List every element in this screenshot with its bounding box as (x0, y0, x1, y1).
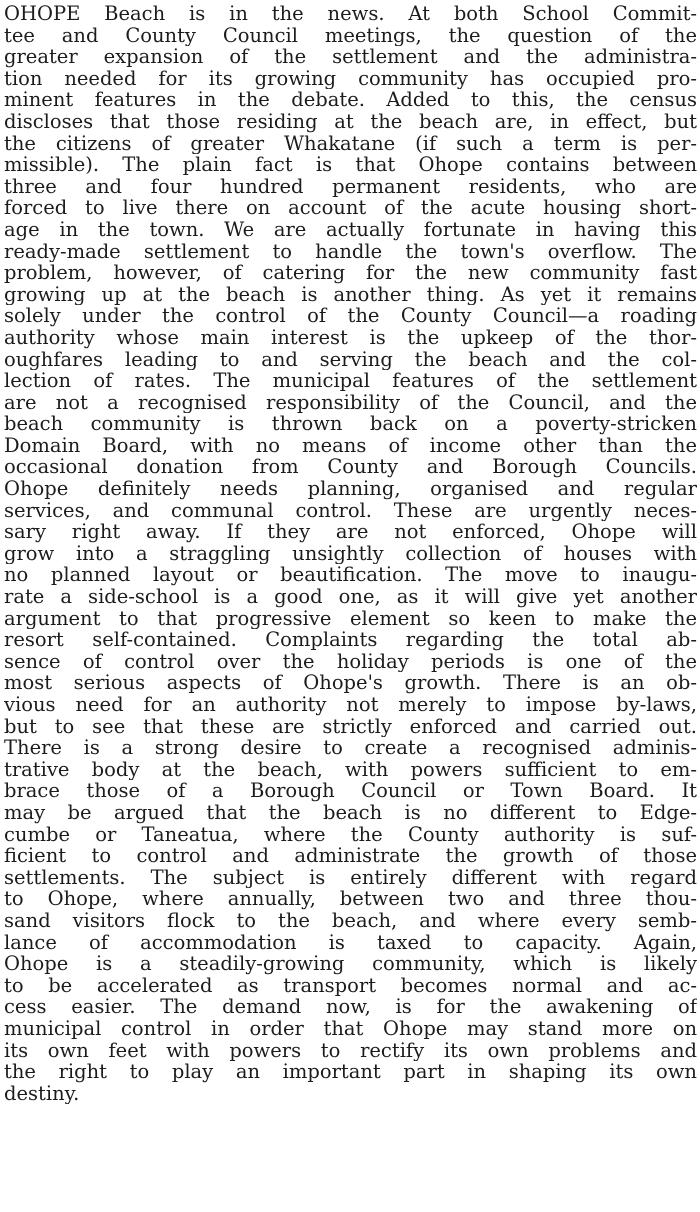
article-line: greater expansion of the settlement and the administra- (4, 46, 697, 68)
article-line: Ohope definitely needs planning, organised and regular (4, 478, 697, 500)
article-line: occasional donation from County and Borough Councils. (4, 456, 697, 479)
article-line: no planned layout or beautification. The move to inaugu- (4, 564, 697, 587)
article-line: forced to live there on account of the acute housing short- (4, 197, 697, 219)
article-line: ficient to control and administrate the growth of those (4, 845, 697, 867)
article-line: Ohope is a steadily-growing community, which is likely (4, 953, 697, 975)
article-line: cumbe or Taneatua, where the County authority is suf- (4, 823, 697, 846)
article-line: resort self-contained. Complaints regarding the total ab- (4, 629, 697, 651)
article-line: but to see that these are strictly enforced and carried out. (4, 715, 697, 738)
article-line: the right to play an important part in shaping its own (4, 1061, 697, 1083)
article-line: solely under the control of the County Council—a roading (4, 305, 697, 327)
article-line: lance of accommodation is taxed to capacity. Again, (4, 931, 697, 954)
article-line: destiny. (4, 1082, 80, 1105)
article-line: OHOPE Beach is in the news. At both School Commit- (4, 3, 697, 25)
article-line: minent features in the debate. Added to this, the census (4, 89, 697, 111)
article-line: services, and communal control. These are urgently neces- (4, 499, 697, 522)
article-line: authority whose main interest is the upkeep of the thor- (4, 326, 697, 349)
article-line: tee and County Council meetings, the question of the (4, 24, 697, 47)
article-line: grow into a straggling unsightly collection of houses with (4, 542, 697, 565)
article-line: sence of control over the holiday periods is one of the (4, 650, 697, 673)
article-line: lection of rates. The municipal features of the settlement (4, 370, 697, 392)
article-line: growing up at the beach is another thing. As yet it remains (4, 283, 697, 306)
article-line: rate a side-school is a good one, as it will give yet another (4, 586, 697, 608)
article-line: to be accelerated as transport becomes normal and ac- (4, 974, 697, 997)
article-line: municipal control in order that Ohope may stand more on (4, 1017, 697, 1040)
article-line: missible). The plain fact is that Ohope contains between (4, 154, 697, 176)
article-line: the citizens of greater Whakatane (if such a term is per- (4, 132, 697, 155)
article-line: to Ohope, where annually, between two and three thou- (4, 888, 697, 910)
article-line: cess easier. The demand now, is for the awakening of (4, 996, 697, 1018)
article-line: argument to that progressive element so keen to make the (4, 607, 697, 630)
article-line: oughfares leading to and serving the beach and the col- (4, 348, 697, 371)
article-line: trative body at the beach, with powers sufficient to em- (4, 758, 697, 781)
article-line: discloses that those residing at the beach are, in effect, but (4, 110, 697, 133)
article-line: its own feet with powers to rectify its own problems and (4, 1039, 697, 1062)
article-line: are not a recognised responsibility of the Council, and the (4, 391, 697, 414)
article-line: sary right away. If they are not enforced, Ohope will (4, 521, 697, 543)
article-line: sand visitors flock to the beach, and where every semb- (4, 909, 697, 932)
article-line: most serious aspects of Ohope's growth. There is an ob- (4, 672, 697, 694)
article-line: brace those of a Borough Council or Town Board. It (4, 780, 697, 802)
article-line: Domain Board, with no means of income other than the (4, 434, 697, 457)
article-line: age in the town. We are actually fortunate in having this (4, 218, 697, 241)
article-line: three and four hundred permanent residents, who are (4, 175, 697, 198)
article-line: problem, however, of catering for the new community fast (4, 262, 697, 284)
article-line: There is a strong desire to create a recognised adminis- (4, 737, 697, 759)
article-line: may be argued that the beach is no different to Edge- (4, 801, 697, 824)
article-line: ready-made settlement to handle the town's overflow. The (4, 240, 697, 263)
article-line: vious need for an authority not merely to impose by-laws, (4, 694, 697, 716)
article-line: tion needed for its growing community has occupied pro- (4, 67, 697, 90)
article-line: beach community is thrown back on a poverty-stricken (4, 413, 697, 435)
article-line: settlements. The subject is entirely different with regard (4, 866, 697, 889)
